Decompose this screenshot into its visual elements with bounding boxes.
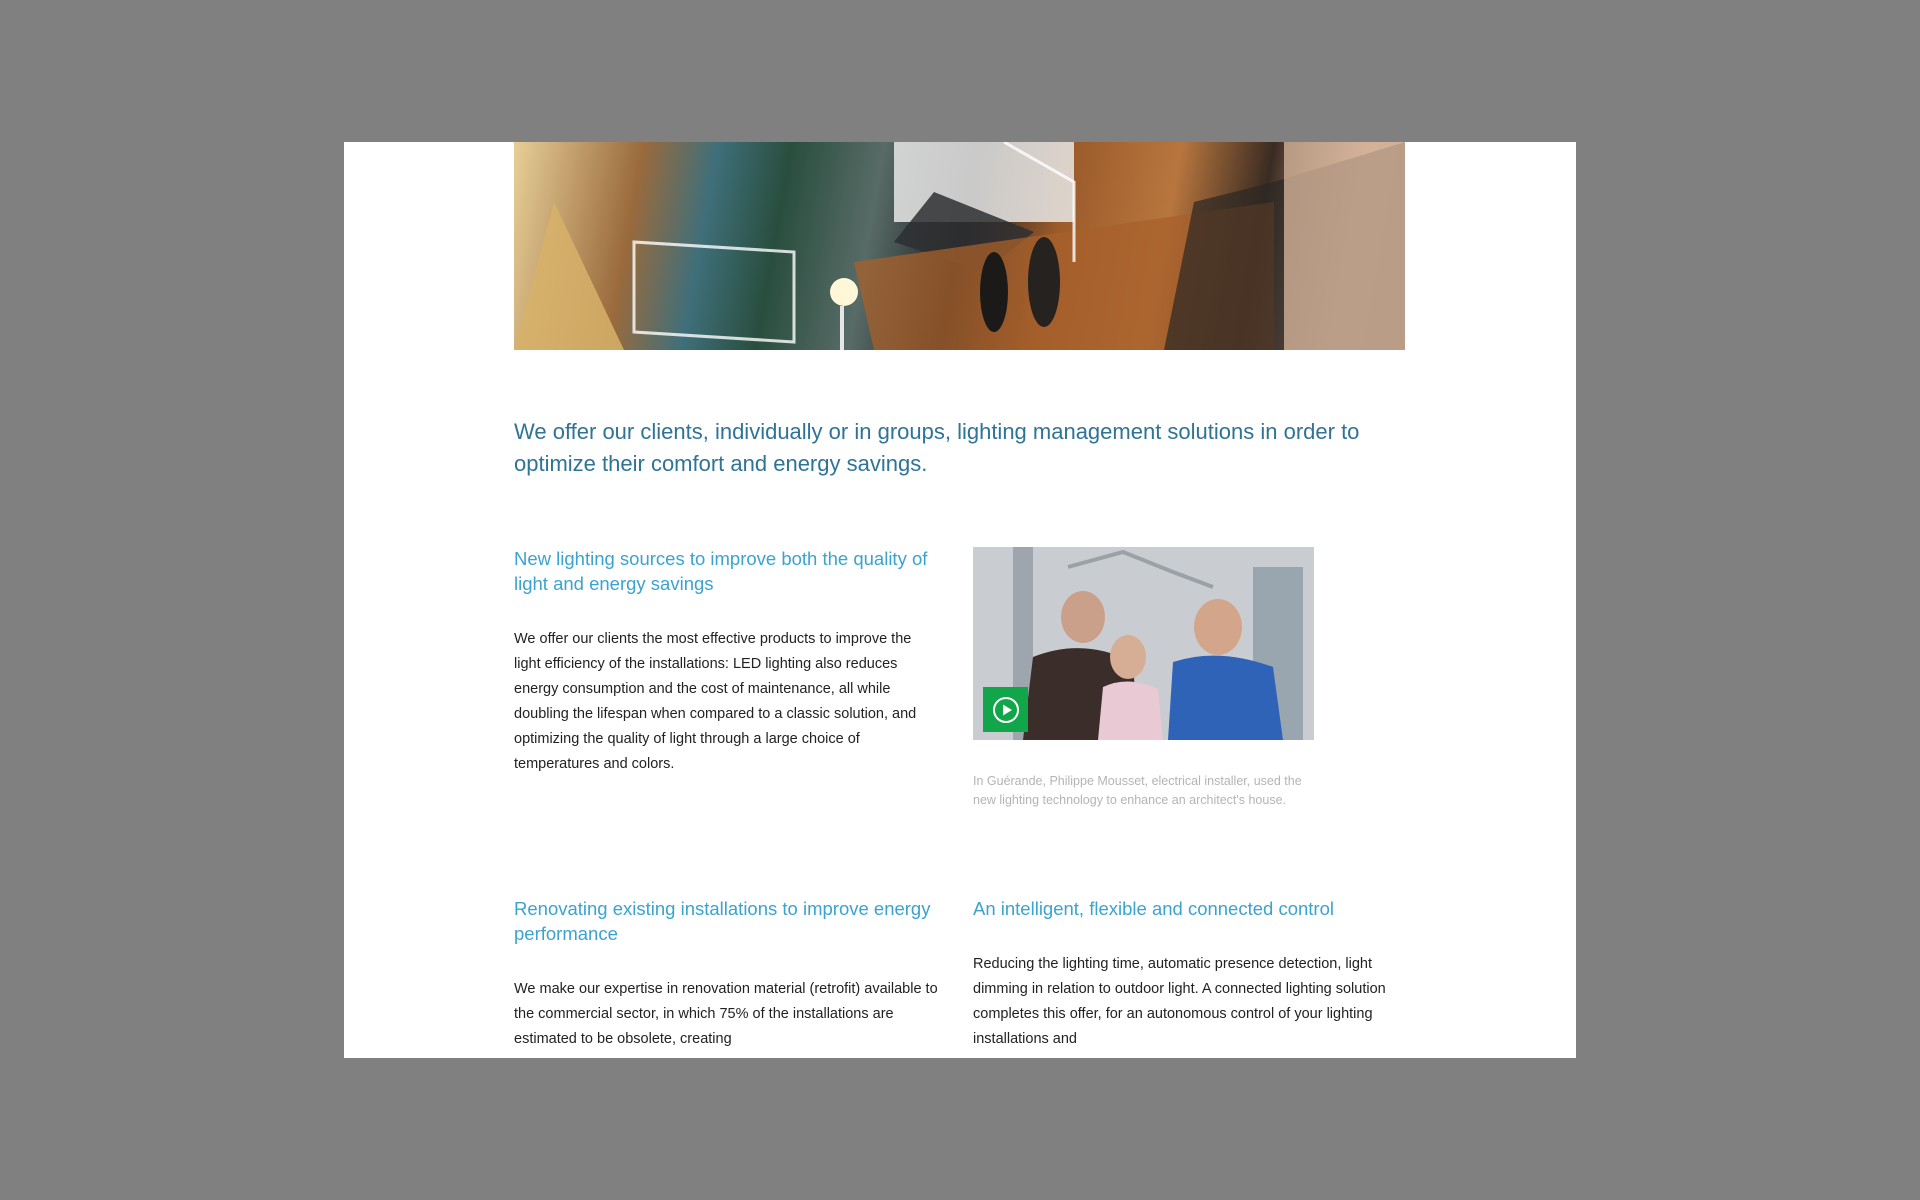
- section-body: We make our expertise in renovation material (retrofit) available to the commercial sector, in which 75% of the installations are estimated to be obsolete, creating: [514, 981, 938, 1047]
- play-icon: [992, 696, 1020, 724]
- video-caption: In Guérande, Philippe Mousset, electrical installer, used the new lighting technology to enhance an architect's house.: [973, 774, 1302, 807]
- section-intelligent-control: [973, 896, 1403, 1052]
- section-body: Reducing the lighting time, automatic presence detection, light dimming in relation to outdoor light. A connected lighting solution completes this offer, for an autonomous control of your lighting installations and: [973, 956, 1386, 1047]
- section-body: We offer our clients the most effective products to improve the light efficiency of the installations: LED lighting also reduces energy consumption and the cost of maintenance, all while doubling the lifespan when compared to a classic solution, and optimizing the quality of light through a large choice of temperatures and colors.: [514, 631, 917, 772]
- hero-photo-interior-staircase: [514, 142, 1405, 350]
- section-heading: An intelligent, flexible and connected control: [973, 898, 1334, 919]
- section-heading: Renovating existing installations to improve energy performance: [514, 898, 931, 944]
- section-new-lighting-sources: [514, 546, 939, 777]
- section-renovating-installations: [514, 896, 939, 1052]
- lead-statement: We offer our clients, individually or in groups, lighting management solutions in order to optimize their comfort and energy savings.: [514, 419, 1360, 476]
- video-thumbnail[interactable]: [973, 547, 1314, 740]
- section-heading: New lighting sources to improve both the quality of light and energy savings: [514, 548, 928, 594]
- hero-photo-illustration: [514, 142, 1405, 350]
- play-button[interactable]: [983, 687, 1028, 732]
- document-page: [344, 142, 1576, 1058]
